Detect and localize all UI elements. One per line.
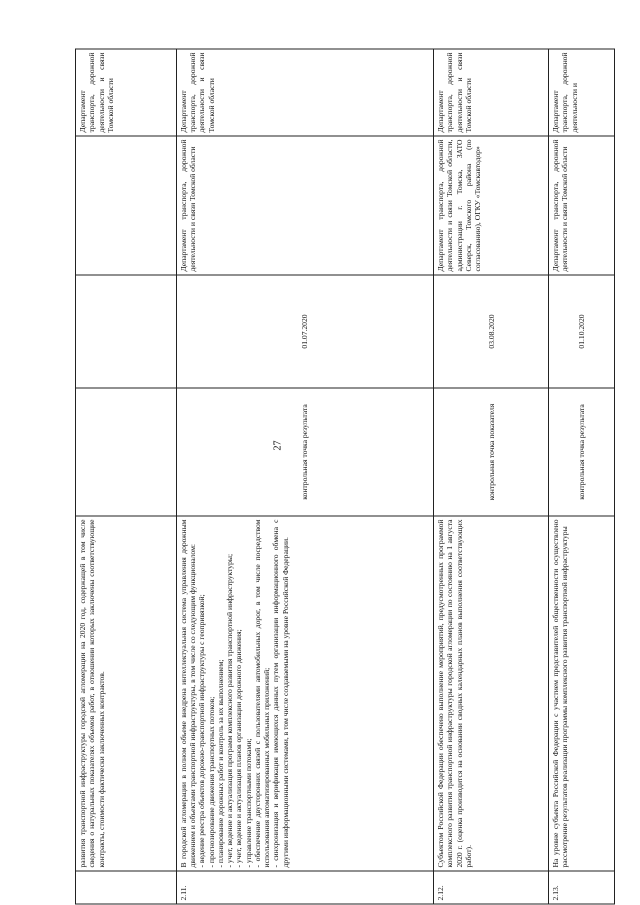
measures-table-rotated <box>75 50 615 905</box>
page-number: 27 <box>272 440 284 451</box>
row-number: 2.11. <box>176 871 433 904</box>
measure-text: Субъектом Российской Федерации обеспечено выполнение мероприятий, предусмотренных программой комплексного развития транспортной инфраструктуры городской агломерации по состоянию на 1 августа 2020 г. (оценка производится на основании сводных календарных планов выполнения соответствующих работ). <box>434 516 549 871</box>
coordinator: Департамент транспорта, дорожной деятельности и связи Томской области <box>434 49 549 136</box>
table-row <box>549 49 615 904</box>
table-row <box>434 49 549 904</box>
measure-text: развития транспортной инфраструктуры городской агломерации на 2020 год, содержащей в том числе сведения о натуральных показателях объемов работ, в отношении которых заключены соответствующие контракты, стоимости фактически заключенных контрактов. <box>76 516 177 871</box>
measures-table <box>75 49 615 905</box>
checkpoint-type: контрольная точка результата <box>176 388 433 516</box>
table-row <box>76 49 177 904</box>
measure-text: В городской агломерации в полном объеме внедрена интеллектуальная система управления дорожным движением и объектами транспортной инфраструктуры, в том числе со следующим функционалом: - ведение реестра объектов дорожно-транспортной инфраструктуры с геопривязкой; - прогнозирование движения транспортных потоков; - планирование дорожных работ и контроль за их выполнением; - учет, ведение и актуализация программ комплексного развития транспортной инфраструктуры; - учет, ведение и актуализация планов организации дорожного движения; - управление транспортными потоками; - обеспечение двусторонних связей с пользователями автомобильных дорог, в том числе посредством использования автоматизированных мобильных приложений; - синхронизация и верификация имеющихся данных путем организации информационного обмена с другими информационными системами, в том числе создаваемыми на уровне Российской Федерации. <box>176 516 433 871</box>
deadline-date: 01.07.2020 <box>176 275 433 388</box>
responsible-executor: Департамент транспорта, дорожной деятельности и связи Томской области, администрации г. Томска, ЗАТО Северск, Томского района (по согласованию), ОГКУ «Томскавтодор» <box>434 136 549 275</box>
coordinator: Департамент транспорта, дорожной деятельности и связи Томской области <box>176 49 433 136</box>
deadline-date: 01.10.2020 <box>549 275 615 388</box>
checkpoint-type <box>76 388 177 516</box>
row-number <box>76 871 177 904</box>
deadline-date <box>76 275 177 388</box>
coordinator: Департамент транспорта, дорожной деятельности и связи Томской области <box>76 49 177 136</box>
row-number: 2.13. <box>549 871 615 904</box>
row-number: 2.12. <box>434 871 549 904</box>
checkpoint-type: контрольная точка результата <box>549 388 615 516</box>
table-row <box>176 49 433 904</box>
responsible-executor: Департамент транспорта, дорожной деятельности и связи Томской области <box>549 136 615 275</box>
measure-text: На уровне субъекта Российской Федерации с участием представителей общественности осуществлено рассмотрение результатов реализации программы комплексного развития транспортной инфраструктуры <box>549 516 615 871</box>
responsible-executor: Департамент транспорта, дорожной деятельности и связи Томской области <box>176 136 433 275</box>
deadline-date: 03.08.2020 <box>434 275 549 388</box>
checkpoint-type: контрольная точка показателя <box>434 388 549 516</box>
responsible-executor <box>76 136 177 275</box>
coordinator: Департамент транспорта, дорожной деятельности и <box>549 49 615 136</box>
